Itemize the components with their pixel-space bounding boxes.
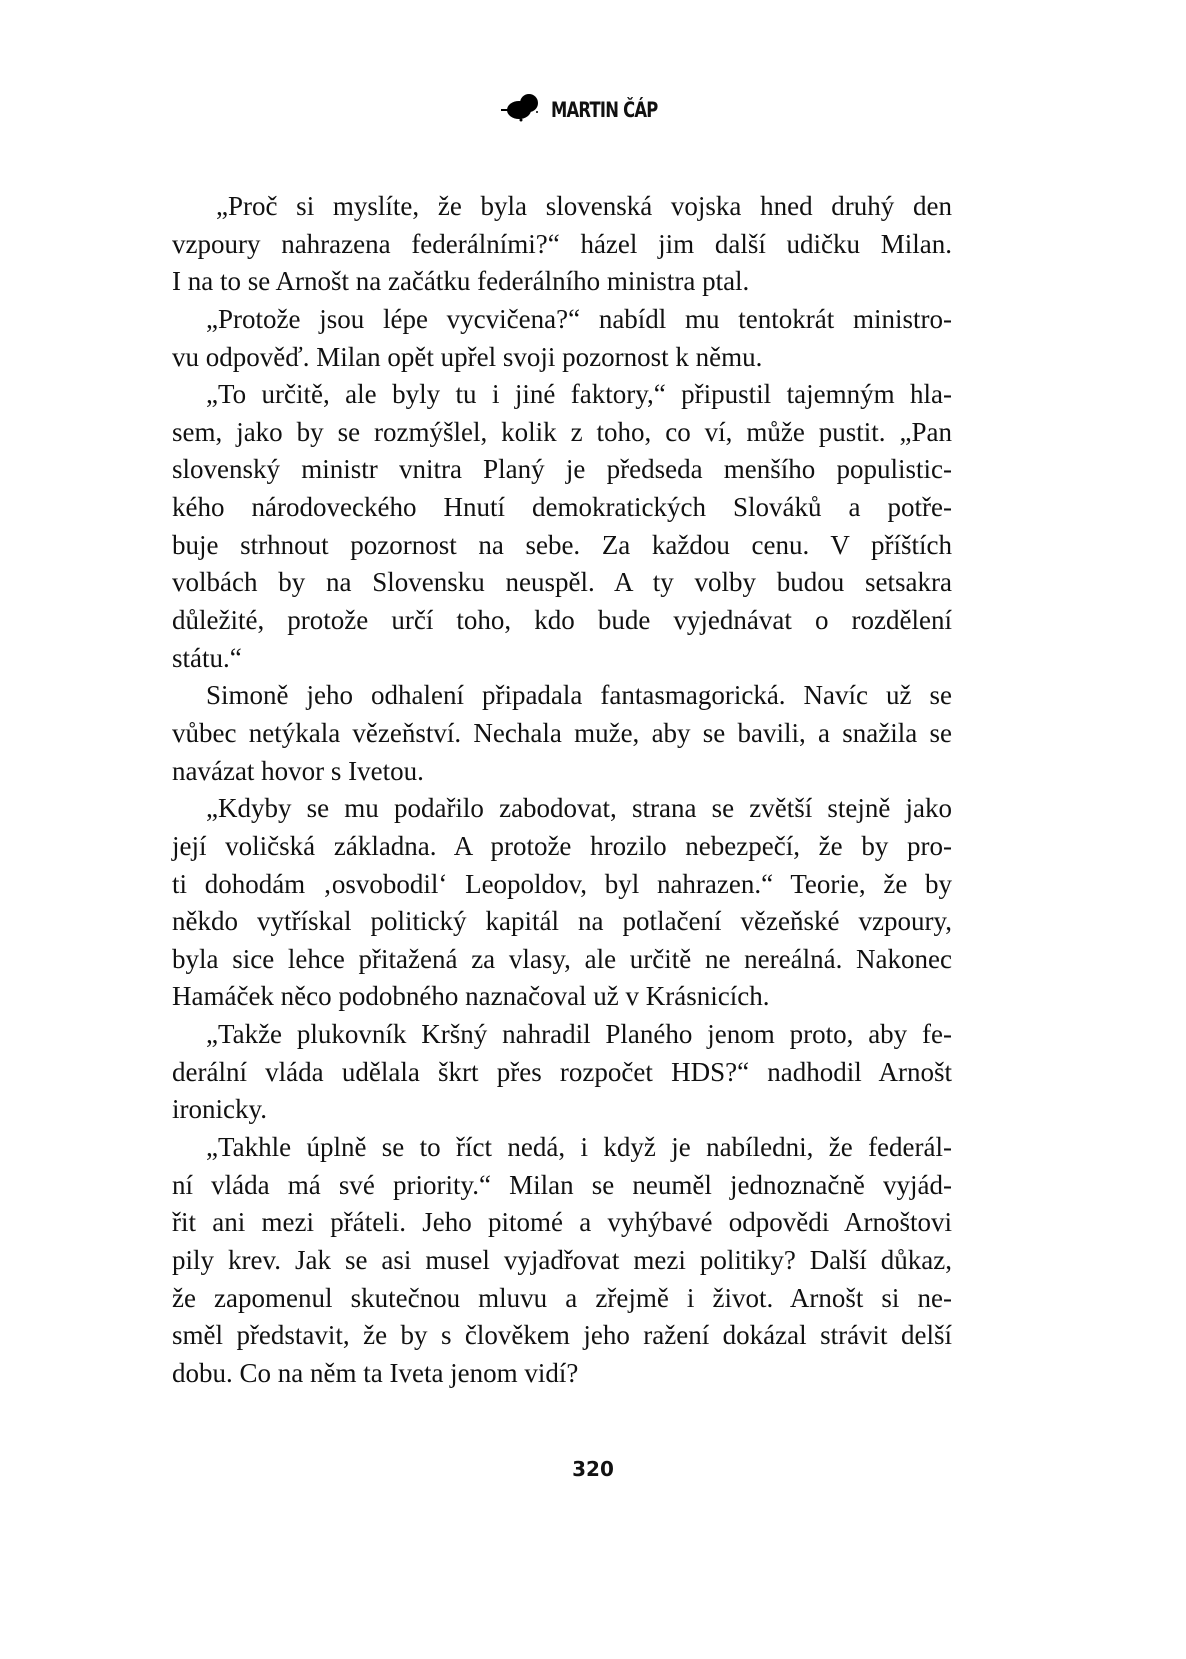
text-line: vu odpověď. Milan opět upřel svoji pozornost k němu. [172,341,763,372]
paragraph [172,376,952,677]
text-line: Hamáček něco podobného naznačoval už v Krásnicích. [172,981,770,1012]
text-line: ti dohodám ‚osvobodil‘ Leopoldov, byl nahrazen.“ Teorie, že by [172,868,952,899]
text-line: ironicky. [172,1094,267,1125]
text-line: vůbec netýkala vězeňství. Nechala muže, aby se bavili, a snažila se [172,717,952,748]
text-line: I na to se Arnošt na začátku federálního ministra ptal. [172,266,750,297]
text-line: kého národoveckého Hnutí demokratických Slováků a potře- [172,492,952,523]
text-line: buje strhnout pozornost na sebe. Za každou cenu. V příštích [172,529,952,560]
text-line: „Kdyby se mu podařilo zabodovat, strana se zvětší stejně jako [206,793,952,824]
text-line: sem, jako by se rozmýšlel, kolik z toho, co ví, může pustit. „Pan [172,416,952,447]
text-line: že zapomenul skutečnou mluvu a zřejmě i život. Arnošt si ne- [172,1282,952,1313]
text-line: Simoně jeho odhalení připadala fantasmagorická. Navíc už se [206,680,952,711]
paragraph [172,188,952,301]
text-line: někdo vytřískal politický kapitál na potlačení vězeňské vzpoury, [172,906,952,937]
body-text [172,188,952,1393]
text-line: byla sice lehce přitažená za vlasy, ale určitě ne nereálná. Nakonec [172,943,952,974]
text-line: slovenský ministr vnitra Planý je předseda menšího populistic- [172,454,952,485]
text-line: derální vláda udělala škrt přes rozpočet HDS?“ nadhodil Arnošt [172,1056,952,1087]
paragraph [172,677,952,790]
text-line: vzpoury nahrazena federálními?“ házel jim další udičku Milan. [172,228,952,259]
text-line: státu.“ [172,642,242,673]
page-number: 320 [572,1457,614,1481]
text-line: její voličská základna. A protože hrozilo nebezpečí, že by pro- [172,830,952,861]
author-name: MARTIN ČÁP [550,97,658,122]
paragraph [172,301,952,376]
text-line: „Takhle úplně se to říct nedá, i když je nabíledni, že federál- [206,1132,952,1163]
text-line: volbách by na Slovensku neuspěl. A ty volby budou setsakra [172,567,952,598]
running-header [0,92,1186,127]
text-line: směl představit, že by s člověkem jeho ražení dokázal strávit delší [172,1320,952,1351]
text-line: „Protože jsou lépe vycvičena?“ nabídl mu tentokrát ministro- [206,303,952,334]
ink-splat-icon [499,92,543,127]
text-line: řit ani mezi přáteli. Jeho pitomé a vyhýbavé odpovědi Arnoštovi [172,1207,952,1238]
text-line: důležité, protože určí toho, kdo bude vyjednávat o rozdělení [172,605,952,636]
text-line: pily krev. Jak se asi musel vyjadřovat mezi politiky? Další důkaz, [172,1244,952,1275]
text-line: „Proč si myslíte, že byla slovenská vojska hned druhý den [216,191,952,221]
text-line: „Takže plukovník Kršný nahradil Planého jenom proto, aby fe- [206,1019,952,1050]
paragraph [172,1129,952,1392]
text-line: ní vláda má své priority.“ Milan se neuměl jednoznačně vyjád- [172,1169,952,1200]
text-line: „To určitě, ale byly tu i jiné faktory,“ připustil tajemným hla- [206,379,952,410]
text-line: dobu. Co na něm ta Iveta jenom vidí? [172,1357,579,1388]
text-line: navázat hovor s Ivetou. [172,755,424,786]
paragraph [172,790,952,1016]
paragraph [172,1016,952,1129]
